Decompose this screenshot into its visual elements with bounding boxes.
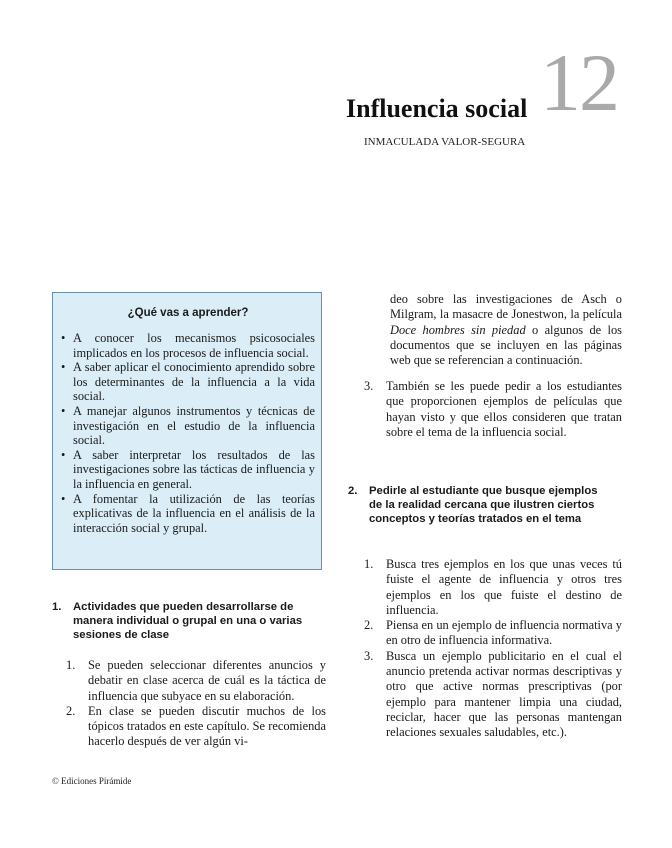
list-item: 3. Busca un ejemplo publicitario en el cual el anuncio pretenda activar normas descriptivas y otro que active normas prescriptivas (por ejemplo para mantener limpia una ciudad, reciclar, hacer que las personas mantengan relaciones sexuales saludables, etc.). xyxy=(364,648,622,740)
learning-objectives-title: ¿Qué vas a aprender? xyxy=(127,307,249,319)
film-title: Doce hombres sin piedad xyxy=(390,322,526,337)
learning-objective: • A manejar algunos instrumentos y técnicas de investigación en el estudio de la influencia social. xyxy=(61,404,315,448)
section-1-list xyxy=(66,658,326,750)
list-item: 2. En clase se pueden discutir muchos de los tópicos tratados en este capítulo. Se recomienda hacerlo después de ver algún vi- xyxy=(66,703,326,749)
learning-objectives-box xyxy=(52,292,322,570)
list-item: 1. Se pueden seleccionar diferentes anuncios y debatir en clase acerca de cuál es la táctica de influencia que subyace en su elaboración. xyxy=(66,658,326,703)
section-2-number: 2. xyxy=(348,485,358,497)
section-1-number: 1. xyxy=(52,601,62,613)
chapter-number: 12 xyxy=(540,37,618,128)
learning-objectives-list xyxy=(61,331,315,535)
learning-objective: • A conocer los mecanismos psicosociales implicados en los procesos de influencia social. xyxy=(61,331,315,360)
section-2-list xyxy=(364,557,622,741)
chapter-title: Influencia social xyxy=(346,94,528,123)
list-item: 1. Busca tres ejemplos en los que unas veces tú fuiste el agente de influencia y otros tres ejemplos en los que fuiste el destino de influencia. xyxy=(364,557,622,617)
list-item: 3. También se les puede pedir a los estudiantes que proporcionen ejemplos de películas que hayan visto y que ellos consideren que tratan sobre el tema de la influencia social. xyxy=(364,379,622,439)
section-1-title: Actividades que pueden desarrollarse de manera individual o grupal en una o varias sesiones de clase xyxy=(73,601,303,641)
right-column-continuation: deo sobre las investigaciones de Asch o Milgram, la masacre de Jonestwon, la película Doce hombres sin piedad o algunos de los documentos que se incluyen en las páginas web que se referencian a continuación. xyxy=(390,292,622,368)
list-item: 2. Piensa en un ejemplo de influencia normativa y en otro de influencia informativa. xyxy=(364,618,622,648)
section-1-item-3 xyxy=(364,379,622,440)
learning-objective: • A saber aplicar el conocimiento aprendido sobre los determinantes de la influencia a la vida social. xyxy=(61,360,315,404)
copyright-footer: © Ediciones Pirámide xyxy=(52,776,132,786)
chapter-author: INMACULADA VALOR-SEGURA xyxy=(364,136,526,148)
section-2-title: Pedirle al estudiante que busque ejemplos de la realidad cercana que ilustren ciertos conceptos y teorías tratados en el tema xyxy=(369,485,598,525)
section-2-heading xyxy=(348,484,610,526)
learning-objective: • A fomentar la utilización de las teorías explicativas de la influencia en el análisis de la interacción social y grupal. xyxy=(61,492,315,536)
learning-objective: • A saber interpretar los resultados de las investigaciones sobre las tácticas de influencia y la influencia en general. xyxy=(61,448,315,492)
section-1-heading xyxy=(52,600,314,642)
